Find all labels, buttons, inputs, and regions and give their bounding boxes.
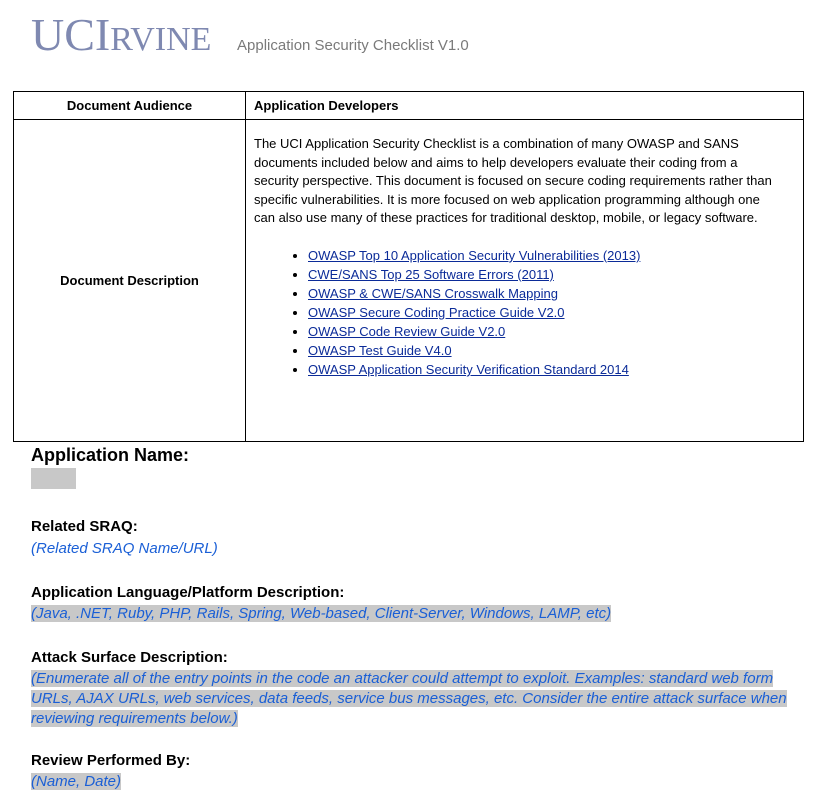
link-code-review-guide[interactable]: OWASP Code Review Guide V2.0 (308, 323, 506, 339)
language-platform-label: Application Language/Platform Description: (31, 584, 345, 601)
language-platform-field[interactable]: (Java, .NET, Ruby, PHP, Rails, Spring, Web-based, Client-Server, Windows, LAMP, etc) (31, 605, 612, 622)
list-item (308, 322, 775, 341)
description-text: The UCI Application Security Checklist is a combination of many OWASP and SANS documents included below and aims to help developers evaluate their coding from a security perspective. This document is focused on secure coding requirements rather than specific vulnerabilities. It is more focused on web application programming although one can also use many of these practices for traditional desktop, mobile, or legacy software. (254, 136, 772, 226)
related-sraq-field[interactable]: (Related SRAQ Name/URL) (31, 540, 218, 557)
list-item (308, 284, 775, 303)
list-item (308, 303, 775, 322)
list-item (308, 246, 775, 265)
audience-value: Application Developers (246, 92, 804, 120)
application-name-label: Application Name: (31, 445, 190, 465)
link-test-guide[interactable]: OWASP Test Guide V4.0 (308, 342, 452, 358)
link-secure-coding-guide[interactable]: OWASP Secure Coding Practice Guide V2.0 (308, 304, 565, 320)
link-asvs-2014[interactable]: OWASP Application Security Verification Standard 2014 (308, 361, 629, 377)
link-cwe-sans-top-25[interactable]: CWE/SANS Top 25 Software Errors (2011) (308, 266, 554, 282)
list-item (308, 265, 775, 284)
audience-label: Document Audience (14, 92, 246, 120)
uc-irvine-logo: UCIRVINE (31, 9, 212, 60)
document-info-table (13, 91, 804, 442)
description-row (14, 120, 804, 442)
attack-surface-label: Attack Surface Description: (31, 649, 228, 666)
link-crosswalk-mapping[interactable]: OWASP & CWE/SANS Crosswalk Mapping (308, 285, 558, 301)
attack-surface-field[interactable]: (Enumerate all of the entry points in the code an attacker could attempt to exploit. Examples: standard web form URLs, AJAX URLs, web services, data feeds, service bus messages, etc. Consider the entire attack surface when reviewing requirements below.) (31, 670, 787, 727)
related-sraq-label: Related SRAQ: (31, 518, 138, 535)
review-performed-label: Review Performed By: (31, 752, 191, 769)
review-performed-field[interactable]: (Name, Date) (31, 773, 122, 790)
description-cell (246, 120, 804, 442)
list-item (308, 341, 775, 360)
link-owasp-top-10[interactable]: OWASP Top 10 Application Security Vulnerabilities (2013) (308, 247, 641, 263)
audience-row (14, 92, 804, 120)
application-name-field[interactable] (31, 468, 76, 489)
document-title: Application Security Checklist V1.0 (237, 37, 469, 54)
reference-links-list (254, 246, 775, 379)
description-label: Document Description (14, 120, 246, 442)
list-item (308, 360, 775, 379)
